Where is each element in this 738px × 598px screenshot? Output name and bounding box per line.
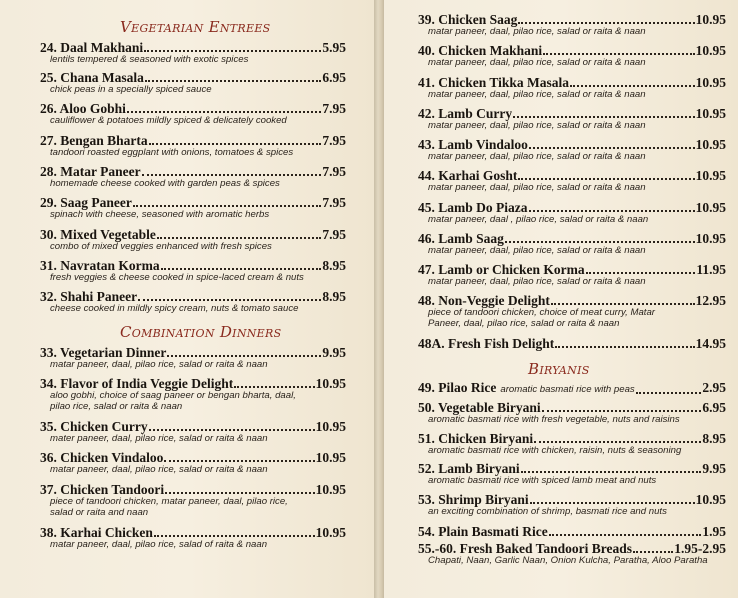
menu-item-price: 12.95 [695, 293, 726, 308]
dot-leader [513, 116, 695, 118]
menu-item-line [40, 419, 346, 434]
menu-item-description: pilao rice, salad or raita & naan [50, 400, 183, 412]
dot-leader [142, 174, 322, 176]
menu-item-description: spinach with cheese, seasoned with aromatic herbs [50, 209, 270, 220]
menu-item [40, 525, 346, 551]
menu-item-description: Chapati, Naan, Garlic Naan, Onion Kulcha, Paratha, Aloo Paratha [428, 555, 708, 566]
menu-item-description: matar paneer, daal, pilao rice, salad or raita & naan [428, 120, 646, 131]
menu-item-name: 26. Aloo Gobhi [40, 101, 126, 116]
menu-item [418, 524, 726, 539]
menu-item [40, 450, 346, 476]
menu-item-price: 7.95 [322, 133, 346, 148]
menu-item-description: matar paneer, daal, pilao rice, salad or raita & naan [428, 245, 646, 256]
menu-item-price: 8.95 [702, 431, 726, 446]
menu-item-line [418, 461, 726, 476]
dot-leader [138, 299, 321, 301]
menu-item-price: 9.95 [702, 461, 726, 476]
menu-item-name: 28. Matar Paneer [40, 164, 141, 179]
menu-item [40, 376, 346, 412]
menu-item-line [40, 70, 346, 85]
menu-item-description: mater paneer, daal, pilao rice, salad or raita & naan [50, 433, 268, 444]
menu-item-price: 11.95 [696, 262, 726, 277]
menu-item-price: 10.95 [695, 75, 726, 90]
menu-item-line [40, 227, 346, 242]
menu-item [418, 231, 726, 257]
menu-item-name: 55.-60. Fresh Baked Tandoori Breads [418, 541, 633, 556]
menu-item-price: 6.95 [702, 400, 726, 415]
menu-item-line [40, 101, 346, 116]
menu-item-price: 10.95 [695, 231, 726, 246]
dot-leader [505, 241, 695, 243]
menu-item-name: 32. Shahi Paneer [40, 289, 138, 304]
menu-item-price: 10.95 [695, 43, 726, 58]
dot-leader [144, 50, 321, 52]
dot-leader [164, 460, 314, 462]
menu-item-line [418, 541, 726, 556]
menu-item-description: aromatic basmati rice with fresh vegetable, nuts and raisins [428, 414, 680, 425]
menu-item-price: 14.95 [695, 336, 726, 351]
menu-item [40, 133, 346, 159]
dot-leader [518, 22, 694, 24]
menu-item-name: 36. Chicken Vindaloo [40, 450, 164, 465]
menu-item-name: 48A. Fresh Fish Delight [418, 336, 555, 351]
menu-item [40, 258, 346, 284]
menu-item-name: 48. Non-Veggie Delight [418, 293, 550, 308]
menu-item-price: 10.95 [695, 12, 726, 27]
menu-item-line [40, 133, 346, 148]
menu-item-description: piece of tandoori chicken, choice of meat curry, Matar [428, 307, 655, 318]
menu-item-line [418, 200, 726, 215]
dot-leader [161, 268, 322, 270]
menu-item-description: piece of tandoori chicken, matar paneer, daal, pilao rice, [50, 496, 288, 507]
dot-leader [145, 80, 321, 82]
menu-item-price: 10.95 [315, 376, 346, 391]
menu-item-line [40, 482, 346, 497]
dot-leader [636, 392, 702, 394]
menu-item-line [40, 345, 346, 360]
menu-item [40, 101, 346, 127]
menu-item-price: 10.95 [695, 168, 726, 183]
menu-item-description: aromatic basmati rice with chicken, raisin, nuts & seasoning [428, 445, 682, 456]
dot-leader [586, 272, 696, 274]
menu-item-description: matar paneer, daal, pilao rice, salad or raita & naan [428, 276, 646, 287]
menu-item-price: 10.95 [695, 137, 726, 152]
menu-item-name: 33. Vegetarian Dinner [40, 345, 167, 360]
menu-item-line [418, 43, 726, 58]
menu-item-line [418, 524, 726, 539]
menu-item-name: 34. Flavor of India Veggie Delight [40, 376, 234, 391]
menu-item [40, 40, 346, 66]
menu-item-description: matar paneer, daal, pilao rice, salad of raita & naan [50, 539, 268, 550]
menu-item-price: 1.95 [702, 524, 726, 539]
menu-item [40, 70, 346, 96]
dot-leader [555, 346, 694, 348]
dot-leader [167, 355, 321, 357]
menu-item-description: aloo gobhi, choice of saag paneer or bengan bharta, daal, [50, 390, 296, 401]
menu-item-price: 10.95 [695, 106, 726, 121]
menu-item-name: 35. Chicken Curry [40, 419, 148, 434]
combination-dinners-title: Combination Dinners [120, 323, 282, 341]
menu-item-description: fresh veggies & cheese cooked in spice-laced cream & nuts [50, 272, 304, 283]
dot-leader [149, 143, 322, 145]
menu-item-line [418, 380, 726, 397]
dot-leader [234, 386, 314, 388]
menu-item-description: salad or raita and naan [50, 506, 149, 518]
menu-item-line [418, 231, 726, 246]
menu-item-price: 8.95 [322, 289, 346, 304]
menu-item [418, 461, 726, 487]
menu-item-description: matar paneer, daal, pilao rice, salad or raita & naan [428, 182, 646, 193]
menu-item-price: 10.95 [315, 482, 346, 497]
menu-item-price: 7.95 [322, 101, 346, 116]
menu-item [40, 227, 346, 253]
menu-item-line [418, 168, 726, 183]
menu-item [40, 289, 346, 315]
menu-item-name: 38. Karhai Chicken [40, 525, 153, 540]
menu-item [418, 200, 726, 226]
menu-item-description: homemade cheese cooked with garden peas & spices [50, 178, 280, 189]
dot-leader [518, 178, 694, 180]
menu-item-name: 50. Vegetable Biryani [418, 400, 541, 415]
menu-item-line [418, 106, 726, 121]
menu-item-price: 10.95 [315, 419, 346, 434]
menu-item-line [418, 336, 726, 351]
dot-leader [529, 147, 695, 149]
biryanis-title: Biryanis [528, 360, 590, 378]
menu-item-price: 10.95 [315, 450, 346, 465]
menu-item-line [418, 262, 726, 277]
menu-item [418, 431, 726, 457]
menu-item-line [40, 40, 346, 55]
menu-item [418, 43, 726, 69]
dot-leader [529, 210, 695, 212]
menu-item-price: 7.95 [322, 164, 346, 179]
menu-item-description: matar paneer, daal, pilao rice, salad or raita & naan [50, 464, 268, 475]
menu-item-name: 49. Pilao Rice [418, 380, 497, 395]
menu-item-name: 46. Lamb Saag [418, 231, 504, 246]
menu-item [418, 400, 726, 426]
menu-item-name: 54. Plain Basmati Rice [418, 524, 548, 539]
menu-item [418, 75, 726, 101]
menu-item-description: matar paneer, daal, pilao rice, salad or raita & naan [428, 57, 646, 68]
menu-item-name: 39. Chicken Saag [418, 12, 518, 27]
vegetarian-entrees-title: Vegetarian Entrees [120, 18, 271, 36]
dot-leader [551, 303, 695, 305]
menu-item-line [40, 450, 346, 465]
menu-item-name: 31. Navratan Korma [40, 258, 160, 273]
menu-item-price: 6.95 [322, 70, 346, 85]
menu-item-description: Paneer, daal, pilao rice, salad or raita & naan [428, 317, 620, 329]
menu-item-line [40, 525, 346, 540]
menu-item-description: tandoori roasted eggplant with onions, tomatoes & spices [50, 147, 294, 158]
menu-item [40, 345, 346, 371]
menu-item-description: matar paneer, daal, pilao rice, salad or raita & naan [428, 26, 646, 37]
menu-item-name: 25. Chana Masala [40, 70, 144, 85]
menu-item-price: 10.95 [695, 200, 726, 215]
menu-item-name: 37. Chicken Tandoori [40, 482, 165, 497]
menu-item [418, 106, 726, 132]
menu-item-name: 27. Bengan Bharta [40, 133, 148, 148]
menu-item-description: matar paneer, daal , pilao rice, salad or raita & naan [428, 214, 649, 225]
menu-item-description: matar paneer, daal, pilao rice, salad or raita & naan [428, 151, 646, 162]
menu-fold [374, 0, 384, 598]
menu-item [418, 168, 726, 194]
menu-item-line [40, 195, 346, 210]
dot-leader [633, 551, 673, 553]
dot-leader [521, 471, 702, 473]
menu-item [418, 262, 726, 288]
menu-item-price: 2.95 [702, 380, 726, 395]
dot-leader [534, 441, 701, 443]
dot-leader [549, 534, 702, 536]
menu-item-name: 47. Lamb or Chicken Korma [418, 262, 585, 277]
menu-item-name: 41. Chicken Tikka Masala [418, 75, 570, 90]
menu-item-line [40, 258, 346, 273]
dot-leader [542, 410, 702, 412]
menu-item-price: 1.95-2.95 [674, 541, 726, 556]
menu-item-line [40, 164, 346, 179]
menu-item-line [418, 492, 726, 507]
menu-item-description: aromatic basmati rice with spiced lamb meat and nuts [428, 475, 657, 486]
menu-item-line [418, 293, 726, 308]
dot-leader [127, 111, 321, 113]
menu-item [418, 541, 726, 567]
dot-leader [154, 535, 315, 537]
menu-item-price: 10.95 [695, 492, 726, 507]
menu-item-line [418, 400, 726, 415]
menu-item-description: an exciting combination of shrimp, basmati rice and nuts [428, 506, 667, 517]
dot-leader [570, 85, 695, 87]
menu-item-description: cauliflower & potatoes mildly spiced & delicately cooked [50, 115, 287, 126]
menu-item [40, 419, 346, 445]
menu-item-line [418, 431, 726, 446]
menu-item-name: 29. Saag Paneer [40, 195, 132, 210]
menu-item-price: 9.95 [322, 345, 346, 360]
dot-leader [165, 492, 314, 494]
menu-item-description: combo of mixed veggies enhanced with fresh spices [50, 241, 272, 252]
menu-item [40, 195, 346, 221]
menu-item-line [418, 137, 726, 152]
dot-leader [530, 502, 695, 504]
dot-leader [133, 205, 322, 207]
menu-item-line [418, 75, 726, 90]
menu-item-name: 43. Lamb Vindaloo [418, 137, 528, 152]
menu-item-name: 45. Lamb Do Piaza [418, 200, 528, 215]
menu-item-name: 44. Karhai Gosht [418, 168, 518, 183]
menu-item [418, 336, 726, 351]
menu-item-description: matar paneer, daal, pilao rice, salad or raita & naan [50, 359, 268, 370]
menu-item-description: matar paneer, daal, pilao rice, salad or raita & naan [428, 89, 646, 100]
dot-leader [157, 237, 322, 239]
menu-item-description: chick peas in a specially spiced sauce [50, 84, 212, 95]
menu-item-name: 40. Chicken Makhani [418, 43, 543, 58]
menu-item-price: 7.95 [322, 195, 346, 210]
menu-item-name: 53. Shrimp Biryani [418, 492, 529, 507]
menu-item-name: 52. Lamb Biryani [418, 461, 520, 476]
menu-item-name: 24. Daal Makhani [40, 40, 144, 55]
menu-item [418, 12, 726, 38]
menu-item-line [418, 12, 726, 27]
menu-item-description: lentils tempered & seasoned with exotic spices [50, 54, 249, 65]
menu-item-description: cheese cooked in mildly spicy cream, nuts & tomato sauce [50, 303, 299, 314]
menu-item [418, 492, 726, 518]
dot-leader [543, 53, 694, 55]
menu-item [40, 164, 346, 190]
menu-item-price: 5.95 [322, 40, 346, 55]
menu-item [418, 137, 726, 163]
menu-item-name: 42. Lamb Curry [418, 106, 513, 121]
menu-item [418, 293, 726, 329]
menu-item-line [40, 376, 346, 391]
menu-item-price: 7.95 [322, 227, 346, 242]
menu-item-name: 51. Chicken Biryani [418, 431, 534, 446]
menu-item [40, 482, 346, 518]
menu-item-line [40, 289, 346, 304]
menu-item [418, 380, 726, 397]
menu-item-inline-description: aromatic basmati rice with peas [500, 384, 635, 395]
menu-item-price: 8.95 [322, 258, 346, 273]
menu-item-price: 10.95 [315, 525, 346, 540]
menu-item-name: 30. Mixed Vegetable [40, 227, 156, 242]
dot-leader [149, 429, 315, 431]
